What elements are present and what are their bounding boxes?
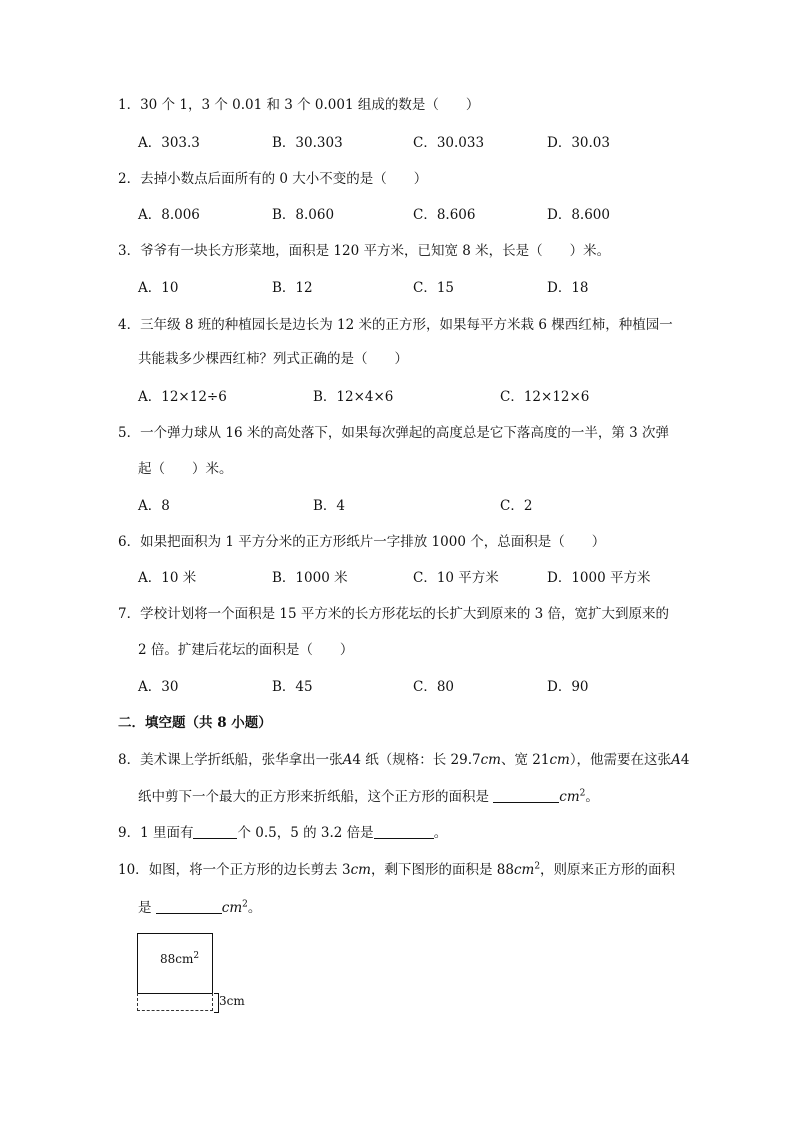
question-text-part: 个 0.5，5 的 3.2 倍是 <box>237 825 374 841</box>
question-5 <box>118 424 669 442</box>
option-a[interactable]: A．8.006 <box>138 207 200 223</box>
question-text-part: 。 <box>433 825 448 841</box>
option-b[interactable]: B．45 <box>272 679 313 695</box>
answer-blank[interactable] <box>156 899 222 914</box>
question-3 <box>118 242 610 260</box>
option-d[interactable]: D．1000 平方米 <box>547 570 651 586</box>
question-number: 3． <box>118 243 141 259</box>
option-c[interactable]: C．2 <box>500 498 533 514</box>
unit-superscript: 2 <box>242 899 248 910</box>
question-text: 学校计划将一个面积是 15 平方米的长方形花坛的长扩大到原来的 3 倍，宽扩大到原来的 <box>140 606 670 622</box>
unit-cm: cm <box>559 789 580 805</box>
option-b[interactable]: B．30.303 <box>272 135 343 151</box>
question-number: 10． <box>118 862 149 878</box>
area-label <box>160 952 199 966</box>
option-a[interactable]: A．12×12÷6 <box>138 389 227 405</box>
question-7-line-2: 2 倍。扩建后花坛的面积是（ ） <box>138 642 354 658</box>
question-text-part: ，剩下图形的面积是 88 <box>370 862 514 878</box>
option-b[interactable]: B．12 <box>272 280 313 296</box>
option-c[interactable]: C．12×12×6 <box>500 389 590 405</box>
question-text: 爷爷有一块长方形菜地，面积是 120 平方米，已知宽 8 米，长是（ ）米。 <box>140 243 611 259</box>
area-label-text: 88cm <box>160 952 194 966</box>
unit-superscript: 2 <box>579 788 586 799</box>
option-d[interactable]: D．18 <box>547 280 589 296</box>
question-2 <box>118 170 427 188</box>
question-4 <box>118 316 673 334</box>
question-text-part: ，则原来正方形的面积 <box>540 862 676 878</box>
option-b[interactable]: B．8.060 <box>272 207 335 223</box>
question-text-part: 如图，将一个正方形的边长剪去 3 <box>148 862 351 878</box>
unit-cm: cm <box>480 752 501 768</box>
question-number: 7． <box>118 606 141 622</box>
option-c[interactable]: C．8.606 <box>413 207 476 223</box>
question-10 <box>118 861 675 879</box>
unit-cm: cm <box>350 862 371 878</box>
cut-strip <box>137 993 213 1011</box>
unit-cm: cm <box>513 862 535 878</box>
question-number: 6． <box>118 534 141 550</box>
question-text-part: 4 <box>680 752 690 768</box>
question-text: 去掉小数点后面所有的 0 大小不变的是（ ） <box>140 171 428 187</box>
question-5-line-2: 起（ ）米。 <box>138 461 233 477</box>
question-number: 2． <box>118 171 141 187</box>
question-text: 如果把面积为 1 平方分米的正方形纸片一字排放 1000 个，总面积是（ ） <box>140 534 606 550</box>
cut-label: 3cm <box>219 994 245 1008</box>
question-number: 8． <box>118 752 141 768</box>
option-a[interactable]: A．10 <box>138 280 179 296</box>
unit-cm: cm <box>221 900 243 916</box>
question-text-part: 、宽 21 <box>500 752 550 768</box>
option-b[interactable]: B．1000 米 <box>272 570 348 586</box>
question-text-part: 1 里面有 <box>140 825 194 841</box>
question-8-line-2 <box>138 788 599 806</box>
question-text: 一个弹力球从 16 米的高处落下，如果每次弹起的高度总是它下落高度的一半，第 3 次弹 <box>140 425 670 441</box>
question-text: 30 个 1，3 个 0.01 和 3 个 0.001 组成的数是（ ） <box>140 97 480 113</box>
option-b[interactable]: B．4 <box>313 498 346 514</box>
option-c[interactable]: C．80 <box>413 679 455 695</box>
option-c[interactable]: C．15 <box>413 280 455 296</box>
question-text-part: 美术课上学折纸船，张华拿出一张 <box>140 752 343 768</box>
question-7 <box>118 605 669 623</box>
paper-size-letter: A <box>671 752 681 768</box>
question-number: 1． <box>118 97 141 113</box>
answer-blank[interactable] <box>193 824 237 839</box>
question-text-part: 是 <box>138 900 152 916</box>
option-a[interactable]: A．303.3 <box>138 135 200 151</box>
option-d[interactable]: D．8.600 <box>547 207 610 223</box>
option-d[interactable]: D．90 <box>547 679 589 695</box>
question-text-part: 。 <box>585 789 599 805</box>
question-text-part: ），他需要在这张 <box>569 752 672 768</box>
paper-size-letter: A <box>342 752 353 768</box>
question-6 <box>118 533 605 551</box>
option-a[interactable]: A．10 米 <box>138 570 197 586</box>
question-4-line-2: 共能栽多少棵西红柿？列式正确的是（ ） <box>138 351 408 367</box>
question-text-part: 。 <box>247 900 262 916</box>
question-text-part: 纸中剪下一个最大的正方形来折纸船，这个正方形的面积是 <box>138 789 489 805</box>
question-number: 4． <box>118 317 141 333</box>
question-number: 9． <box>118 825 141 841</box>
question-number: 5． <box>118 425 141 441</box>
unit-cm: cm <box>549 752 570 768</box>
section-heading: 二．填空题（共 8 小题） <box>118 715 272 731</box>
option-c[interactable]: C．30.033 <box>413 135 485 151</box>
question-10-line-2 <box>138 899 261 917</box>
option-b[interactable]: B．12×4×6 <box>313 389 394 405</box>
question-8 <box>118 751 689 769</box>
option-a[interactable]: A．8 <box>138 498 170 514</box>
option-d[interactable]: D．30.03 <box>547 135 610 151</box>
area-label-superscript: 2 <box>193 951 200 961</box>
answer-blank[interactable] <box>374 824 434 839</box>
option-a[interactable]: A．30 <box>138 679 179 695</box>
option-c[interactable]: C．10 平方米 <box>413 570 499 586</box>
question-9 <box>118 824 447 842</box>
question-text-part: 4 纸（规格：长 29.7 <box>352 752 481 768</box>
question-text: 三年级 8 班的种植园长是边长为 12 米的正方形，如果每平方米栽 6 棵西红柿，种植园一 <box>140 317 673 333</box>
question-1 <box>118 96 479 114</box>
unit-superscript: 2 <box>534 861 541 872</box>
answer-blank[interactable] <box>493 788 559 803</box>
